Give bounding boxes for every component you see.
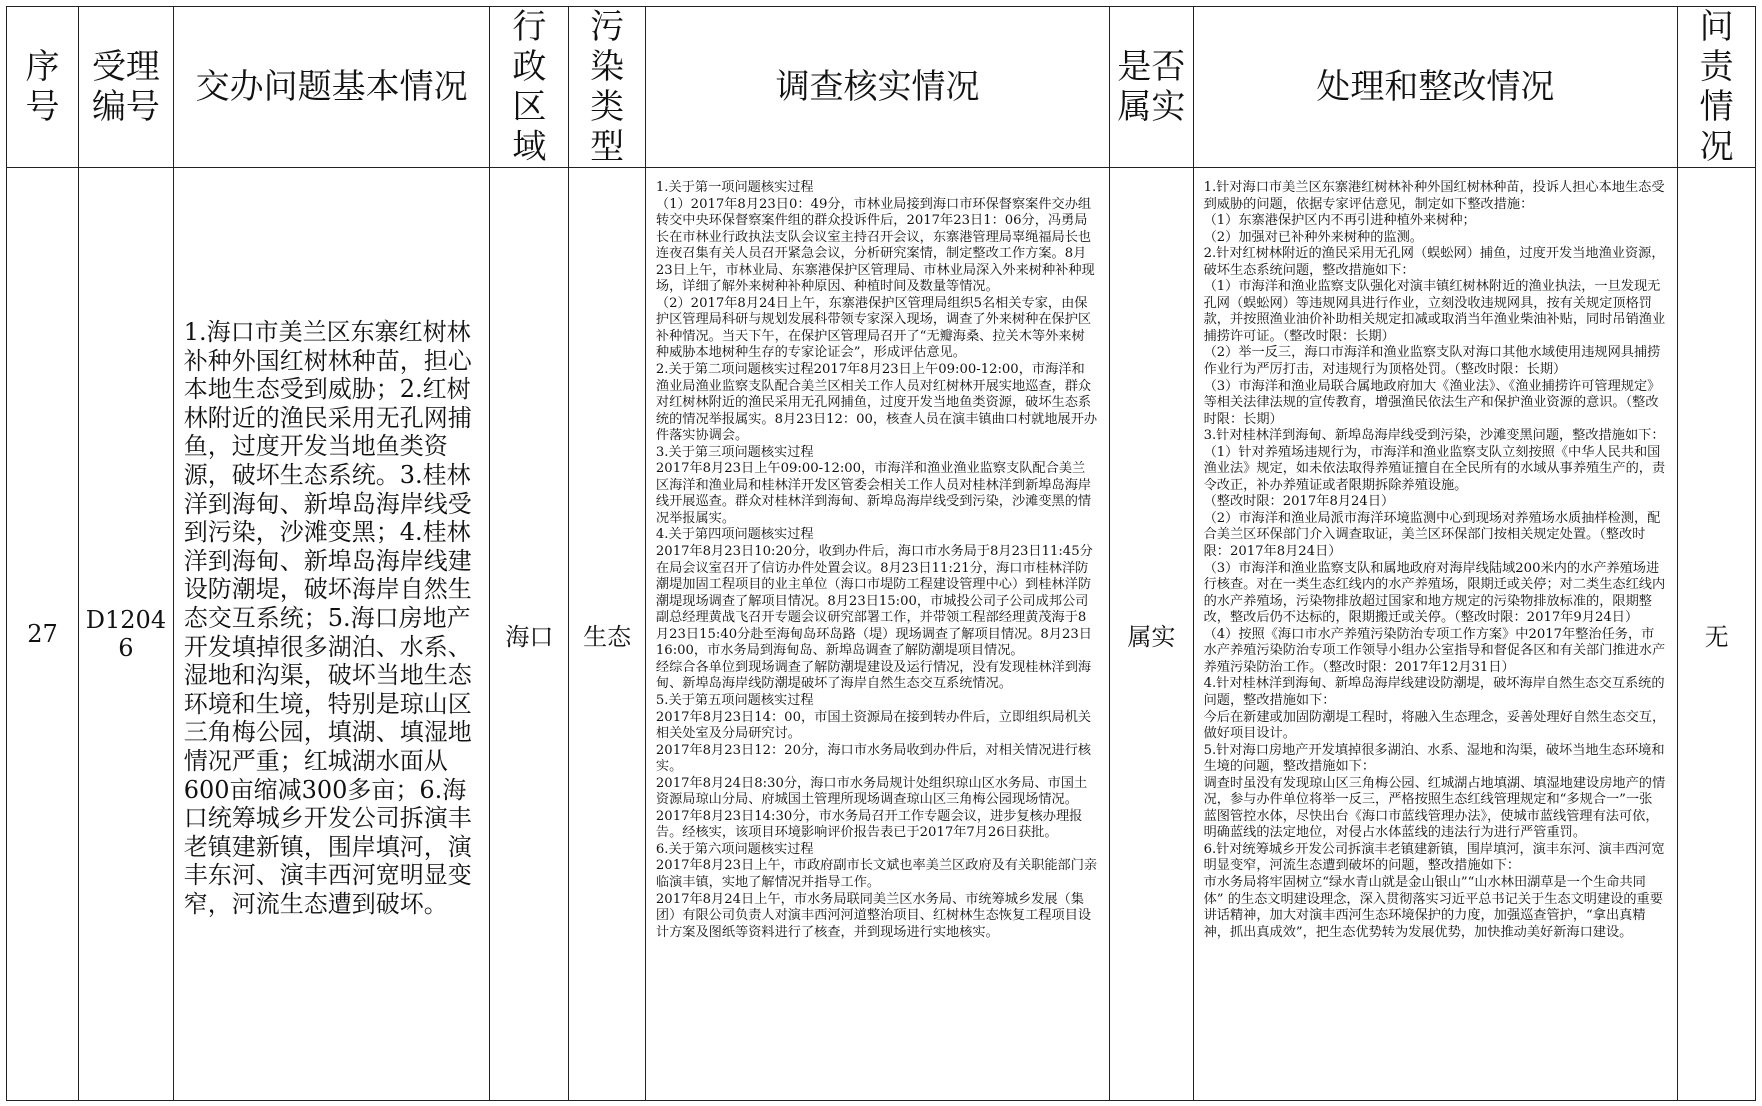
rectification-paragraph: （2）加强对已补种外来树种的监测。 (1203, 229, 1423, 245)
header-acceptance-line: 编号 (91, 87, 160, 127)
header-seq-line: 序 (25, 47, 60, 87)
rectification-paragraph: （2）市海洋和渔业局派市海洋环境监测中心到现场对养殖场水质抽样检测，配合美兰区环保部门介入调查取证，美兰区环保部门按相关规定处置。（整改时限：2017年8月24日） (1203, 510, 1661, 560)
investigation-cell (645, 168, 1109, 1101)
rectification-paragraph: （1）针对养殖场违规行为，市海洋和渔业监察支队立刻按照《中华人民共和国渔业法》规定，如未依法取得养殖证擅自在全民所有的水域从事养殖生产的，责令改正，补办养殖证或者限期拆除养殖设施。 (1203, 444, 1666, 493)
header-investigation: 调查核实情况 (645, 7, 1109, 168)
header-issue: 交办问题基本情况 (173, 7, 490, 168)
report-table (6, 6, 1756, 1101)
header-verified-line: 是否 (1117, 47, 1186, 87)
rectification-paragraph: 2.针对红树林附近的渔民采用无孔网（蜈蚣网）捕鱼，过度开发当地渔业资源，破坏生态系统问题，整改措施如下： (1203, 246, 1665, 278)
header-verified-line: 属实 (1117, 87, 1186, 127)
acceptance-no-line: 6 (118, 634, 134, 662)
header-seq (7, 7, 79, 168)
issue-summary-text: 1.海口市美兰区东寨红树林补种外国红树林种苗，担心本地生态受到威胁；2.红树林附近的渔民采用无孔网捕鱼，过度开发当地鱼类资源，破坏生态系统。3.桂林洋到海甸、新埠岛海岸线受到污染，沙滩变黑；4.桂林洋到海甸、新埠岛海岸线建设防潮堤，破坏海岸自然生态交互系统；5.海口房地产开发填掉很多湖泊、水系、湿地和沟渠，破坏当地生态环境和生境，特别是琼山区三角梅公园，填湖、填湿地情况严重；红城湖水面从600亩缩减300多亩；6.海口统筹城乡开发公司拆演丰老镇建新镇，围岸填河，演丰东河、演丰西河宽明显变窄，河流生态遭到破坏。 (183, 318, 472, 918)
header-pollution-char: 类 (590, 87, 625, 127)
investigation-paragraph: 2017年8月23日上午09:00-12:00，市海洋和渔业渔业监察支队配合美兰区海洋和渔业局和桂林洋开发区管委会相关工作人员对桂林洋到新埠岛海岸线开展巡查。群众对桂林洋到海甸、新埠岛海岸线受到污染，沙滩变黑的情况举报属实。 (655, 461, 1092, 526)
rectification-paragraph: 6.针对统筹城乡开发公司拆演丰老镇建新镇，围岸填河，演丰东河、演丰西河宽明显变窄，河流生态遭到破坏的问题，整改措施如下： (1203, 841, 1665, 874)
investigation-paragraph: 经综合各单位到现场调查了解防潮堤建设及运行情况，没有发现桂林洋到海甸、新埠岛海岸线防潮堤破坏了海岸自然生态交互系统情况。 (655, 659, 1092, 692)
investigation-paragraph: 2017年8月23日12：20分，海口市水务局收到办件后，对相关情况进行核实。 (655, 742, 1092, 775)
acceptance-no-line: D1204 (85, 606, 167, 634)
accountability-cell: 无 (1678, 168, 1756, 1101)
seq-cell: 27 (7, 168, 79, 1101)
investigation-paragraph: 2017年8月24日8:30分，海口市水务局规计处组织琼山区水务局、市国土资源局琼山分局、府城国土管理所现场调查琼山区三角梅公园现场情况。2017年8月23日14:30分，市水务局召开工作专题会议，进步复核办理报告。经核实，该项目环境影响评价报告表已于2017年7月26日获批。 (655, 775, 1088, 841)
investigation-paragraph: 5.关于第五项问题核实过程 (655, 692, 814, 708)
header-acceptance-no (79, 7, 174, 168)
header-accountability (1678, 7, 1756, 168)
header-seq-line: 号 (25, 87, 60, 127)
header-pollution-char: 型 (590, 127, 625, 167)
header-region-char: 政 (512, 47, 547, 87)
rectification-cell (1193, 168, 1678, 1101)
header-accountability-char: 况 (1699, 127, 1734, 167)
investigation-paragraph: 2.关于第二项问题核实过程2017年8月23日上午09:00-12:00，市海洋和渔业局渔业监察支队配合美兰区相关工作人员对红树林开展实地巡查，群众对红树林附近的渔民采用无孔网捕鱼，过度开发当地鱼类资源，破坏生态系统的情况举报属实。8月23日12：00，核查人员在演丰镇曲口村就地展开办件落实协调会。 (655, 362, 1098, 444)
header-region-char: 区 (512, 87, 547, 127)
investigation-paragraph: 2017年8月24日上午，市水务局联同美兰区水务局、市统筹城乡发展（集团）有限公司负责人对演丰西河河道整治项目、红树林生态恢复工程项目设计方案及图纸等资料进行了核查，并到现场进行实地核实。 (655, 891, 1092, 940)
investigation-paragraph: 2017年8月23日14：00，市国土资源局在接到转办件后，立即组织局机关相关处室及分局研究讨。 (655, 709, 1092, 742)
rectification-paragraph: 调查时虽没有发现琼山区三角梅公园、红城湖占地填湖、填湿地建设房地产的情况，参与办件单位将举一反三，严格按照生态红线管理规定和“多规合一”一张蓝图管控水体，尽快出台《海口市蓝线管理办法》，使城市蓝线管理有法可依，明确蓝线的法定地位，对侵占水体蓝线的违法行为进行严管重罚。 (1203, 775, 1666, 841)
header-pollution-char: 污 (590, 7, 625, 47)
rectification-paragraph: （3）市海洋和渔业局联合属地政府加大《渔业法》、《渔业捕捞许可管理规定》等相关法律法规的宣传教育，增强渔民依法生产和保护渔业资源的意识。（整改时限：长期） (1203, 378, 1661, 427)
rectification-paragraph: （1）市海洋和渔业监察支队强化对演丰镇红树林附近的渔业执法，一旦发现无孔网（蜈蚣网）等违规网具进行作业，立刻没收违规网具，按有关规定顶格罚款，并按照渔业油价补助相关规定扣减或取消当年渔业柴油补贴，同时吊销渔业捕捞许可证。（整改时限：长期） (1203, 279, 1666, 344)
investigation-paragraph: （2）2017年8月24日上午，东寨港保护区管理局组织5名相关专家，由保护区管理局科研与规划发展科带领专家深入现场，调查了外来树种在保护区补种情况。当天下午，在保护区管理局召开了“无瓣海桑、拉关木等外来树种威胁本地树种生存的专家论证会”，形成评估意见。 (655, 295, 1092, 361)
rectification-paragraph: 1.针对海口市美兰区东寨港红树林补种外国红树林种苗，投诉人担心本地生态受到威胁的问题，依据专家评估意见，制定如下整改措施： (1203, 180, 1665, 212)
header-verified (1110, 7, 1193, 168)
rectification-paragraph: 今后在新建或加固防潮堤工程时，将融入生态理念，妥善处理好自然生态交互，做好项目设计。 (1203, 709, 1666, 742)
pollution-type-cell: 生态 (569, 168, 646, 1101)
header-accountability-char: 情 (1699, 87, 1734, 127)
region-cell: 海口 (490, 168, 569, 1101)
header-accountability-char: 责 (1699, 47, 1734, 87)
issue-summary-cell (173, 168, 490, 1101)
rectification-paragraph: 3.针对桂林洋到海甸、新埠岛海岸线受到污染，沙滩变黑问题，整改措施如下： (1203, 428, 1665, 444)
rectification-paragraph: 5.针对海口房地产开发填掉很多湖泊、水系、湿地和沟渠，破坏当地生态环境和生境的问题，整改措施如下： (1203, 742, 1665, 775)
investigation-paragraph: 4.关于第四项问题核实过程 (655, 527, 814, 543)
header-region-char: 域 (512, 127, 547, 167)
header-acceptance-line: 受理 (91, 47, 160, 87)
investigation-paragraph: 6.关于第六项问题核实过程 (655, 841, 814, 857)
rectification-paragraph: （1）东寨港保护区内不再引进种植外来树种； (1203, 213, 1476, 229)
investigation-paragraph: 3.关于第三项问题核实过程 (655, 444, 814, 460)
investigation-paragraph: 2017年8月23日上午，市政府副市长文斌也率美兰区政府及有关职能部门亲临演丰镇，实地了解情况并指导工作。 (655, 858, 1098, 890)
header-pollution-type (569, 7, 646, 168)
rectification-paragraph: （4）按照《海口市水产养殖污染防治专项工作方案》中2017年整治任务，市水产养殖污染防治专项工作领导小组办公室指导和督促各区和有关部门推进水产养殖污染防治工作。（整改时限：2017年12月31日） (1203, 626, 1666, 675)
header-accountability-char: 问 (1699, 7, 1734, 47)
rectification-paragraph: （3）市海洋和渔业监察支队和属地政府对海岸线陆域200米内的水产养殖场进行核查。对在一类生态红线内的水产养殖场，限期迁或关停；对二类生态红线内的水产养殖场，污染物排放超过国家和地方规定的污染物排放标准的，限期整改，整改后仍不达标的，限期搬迁或关停。（整改时限：2017年9月24日） (1203, 560, 1666, 626)
investigation-paragraph: 1.关于第一项问题核实过程 (655, 180, 814, 195)
rectification-paragraph: （整改时限：2017年8月24日） (1203, 494, 1395, 510)
rectification-paragraph: （2）举一反三，海口市海洋和渔业监察支队对海口其他水域使用违规网具捕捞作业行为严厉打击，对违规行为顶格处罚。（整改时限：长期） (1203, 345, 1661, 378)
verified-cell: 属实 (1110, 168, 1193, 1101)
table-row (7, 168, 1756, 1101)
header-rectification: 处理和整改情况 (1193, 7, 1678, 168)
header-region-char: 行 (512, 7, 547, 47)
header-pollution-char: 染 (590, 47, 625, 87)
header-row (7, 7, 1756, 168)
header-region (490, 7, 569, 168)
acceptance-no-cell (79, 168, 174, 1101)
rectification-paragraph: 市水务局将牢固树立“绿水青山就是金山银山”“山水林田湖草是一个生命共同体” 的生态文明建设理念，深入贯彻落实习近平总书记关于生态文明建设的重要讲话精神，加大对演丰西河生态环境保护的力度，加强巡查管护，“拿出真精神，抓出真成效”，把生态优势转为发展优势，加快推动美好新海口建设。 (1203, 874, 1663, 940)
rectification-paragraph: 4.针对桂林洋到海甸、新埠岛海岸线建设防潮堤，破坏海岸自然生态交互系统的问题，整改措施如下： (1203, 676, 1665, 708)
investigation-paragraph: （1）2017年8月23日0：49分，市林业局接到海口市环保督察案件交办组转交中央环保督察案件组的群众投诉件后，2017年23日1：06分，冯勇局长在市林业行政执法支队会议室主持召开会议，东寨港管理局辜绳福局长也连夜召集有关人员召开紧急会议，分析研究案情，制定整改工作方案。8月23日上午，市林业局、东寨港保护区管理局、市林业局深入外来树种补种现场，详细了解外来树种补种原因、种植时间及数量等情况。 (655, 196, 1095, 295)
investigation-paragraph: 2017年8月23日10:20分，收到办件后，海口市水务局于8月23日11:45分在局会议室召开了信访办件处置会议。8月23日11:21分，海口市桂林洋防潮堤加固工程项目的业主单位（海口市堤防工程建设管理中心）到桂林洋防潮堤现场调查了解项目情况。8月23日15:00，市城投公司子公司成邦公司副总经理黄战飞召开专题会议研究部署工作，并带领工程部经理黄茂海于8月23日15:40分赴至海甸岛环岛路（堤）现场调查了解项目情况。8月23日16:00，市水务局到海甸岛、新埠岛调查了解防潮堤项目情况。 (655, 544, 1093, 659)
